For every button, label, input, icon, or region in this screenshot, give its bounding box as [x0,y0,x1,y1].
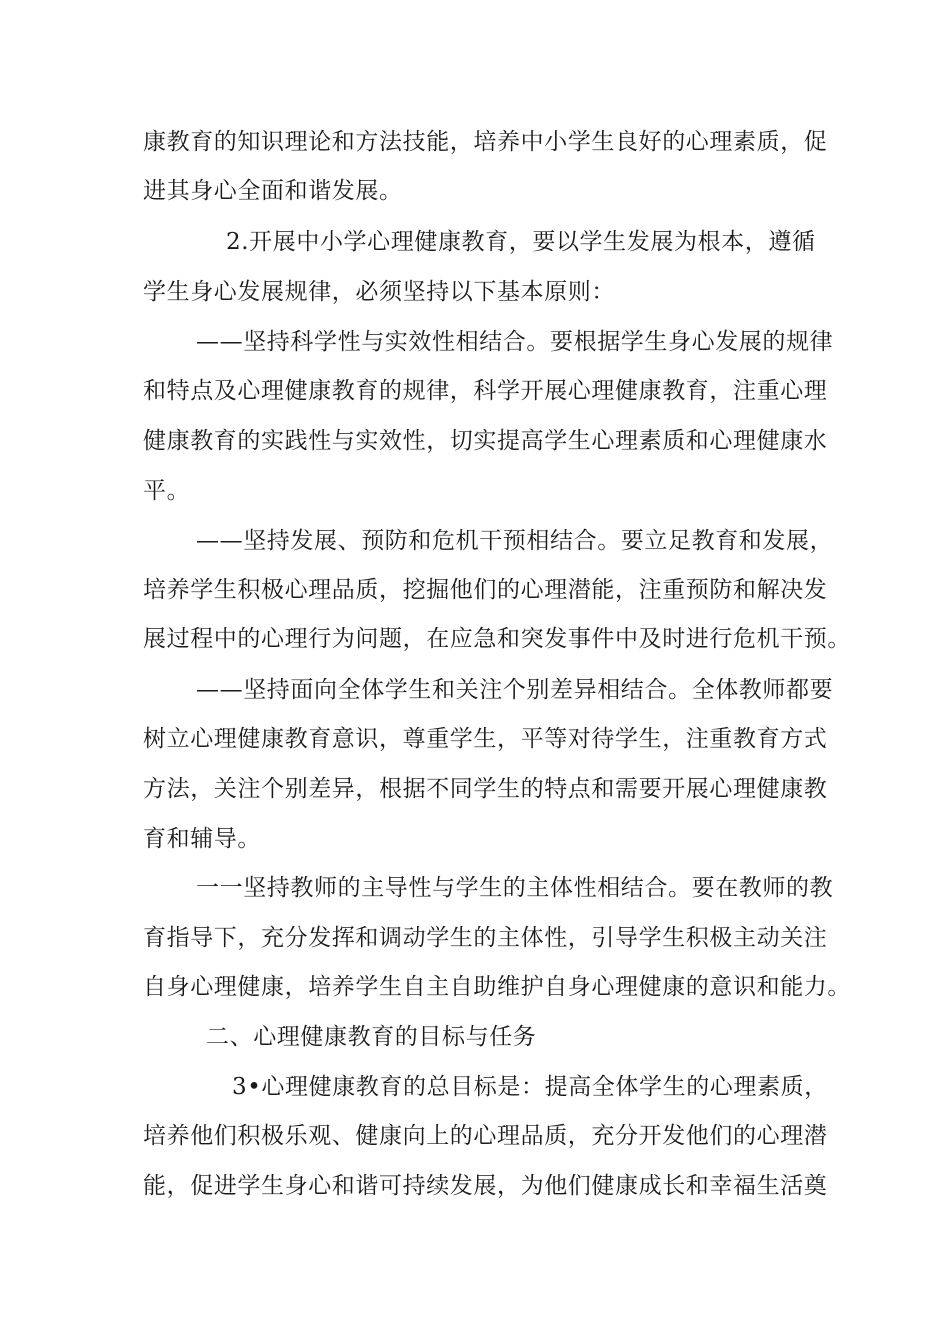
principle-line: 培养学生积极心理品质，挖掘他们的心理潜能，注重预防和解决发 [143,577,828,603]
principle-line: 一一坚持教师的主导性与学生的主体性相结合。要在教师的教 [196,875,834,901]
numbered-paragraph-line: 培养他们积极乐观、健康向上的心理品质，充分开发他们的心理潜 [143,1123,828,1149]
principle-line: 健康教育的实践性与实效性，切实提高学生心理素质和心理健康水 [143,428,828,454]
numbered-paragraph-line: 2.开展中小学心理健康教育，要以学生发展为根本，遵循 [226,229,816,255]
numbered-paragraph-line: 3•心理健康教育的总目标是：提高全体学生的心理素质， [232,1074,828,1100]
principle-line: ——坚持面向全体学生和关注个别差异相结合。全体教师都要 [196,677,834,703]
numbered-paragraph-line: 学生身心发展规律，必须坚持以下基本原则： [143,279,615,305]
principle-line: 树立心理健康教育意识，尊重学生，平等对待学生，注重教育方式 [143,726,828,752]
principle-line: 和特点及心理健康教育的规律，科学开展心理健康教育，注重心理 [143,378,828,404]
paragraph-line: 进其身心全面和谐发展。 [143,178,403,204]
principle-line: ——坚持科学性与实效性相结合。要根据学生身心发展的规律 [196,329,834,355]
principle-line: ——坚持发展、预防和危机干预相结合。要立足教育和发展， [196,528,834,554]
principle-line: 育和辅导。 [143,826,261,852]
section-heading: 二、心理健康教育的目标与任务 [206,1024,537,1050]
paragraph-line: 康教育的知识理论和方法技能，培养中小学生良好的心理素质，促 [143,129,828,155]
principle-line: 育指导下，充分发挥和调动学生的主体性，引导学生积极主动关注 [143,925,828,951]
principle-line: 展过程中的心理行为问题，在应急和突发事件中及时进行危机干预。 [143,626,851,652]
numbered-paragraph-line: 能，促进学生身心和谐可持续发展，为他们健康成长和幸福生活奠 [143,1173,828,1199]
principle-line: 自身心理健康，培养学生自主自助维护自身心理健康的意识和能力。 [143,974,851,1000]
principle-line: 平。 [143,478,191,504]
principle-line: 方法，关注个别差异，根据不同学生的特点和需要开展心理健康教 [143,776,828,802]
